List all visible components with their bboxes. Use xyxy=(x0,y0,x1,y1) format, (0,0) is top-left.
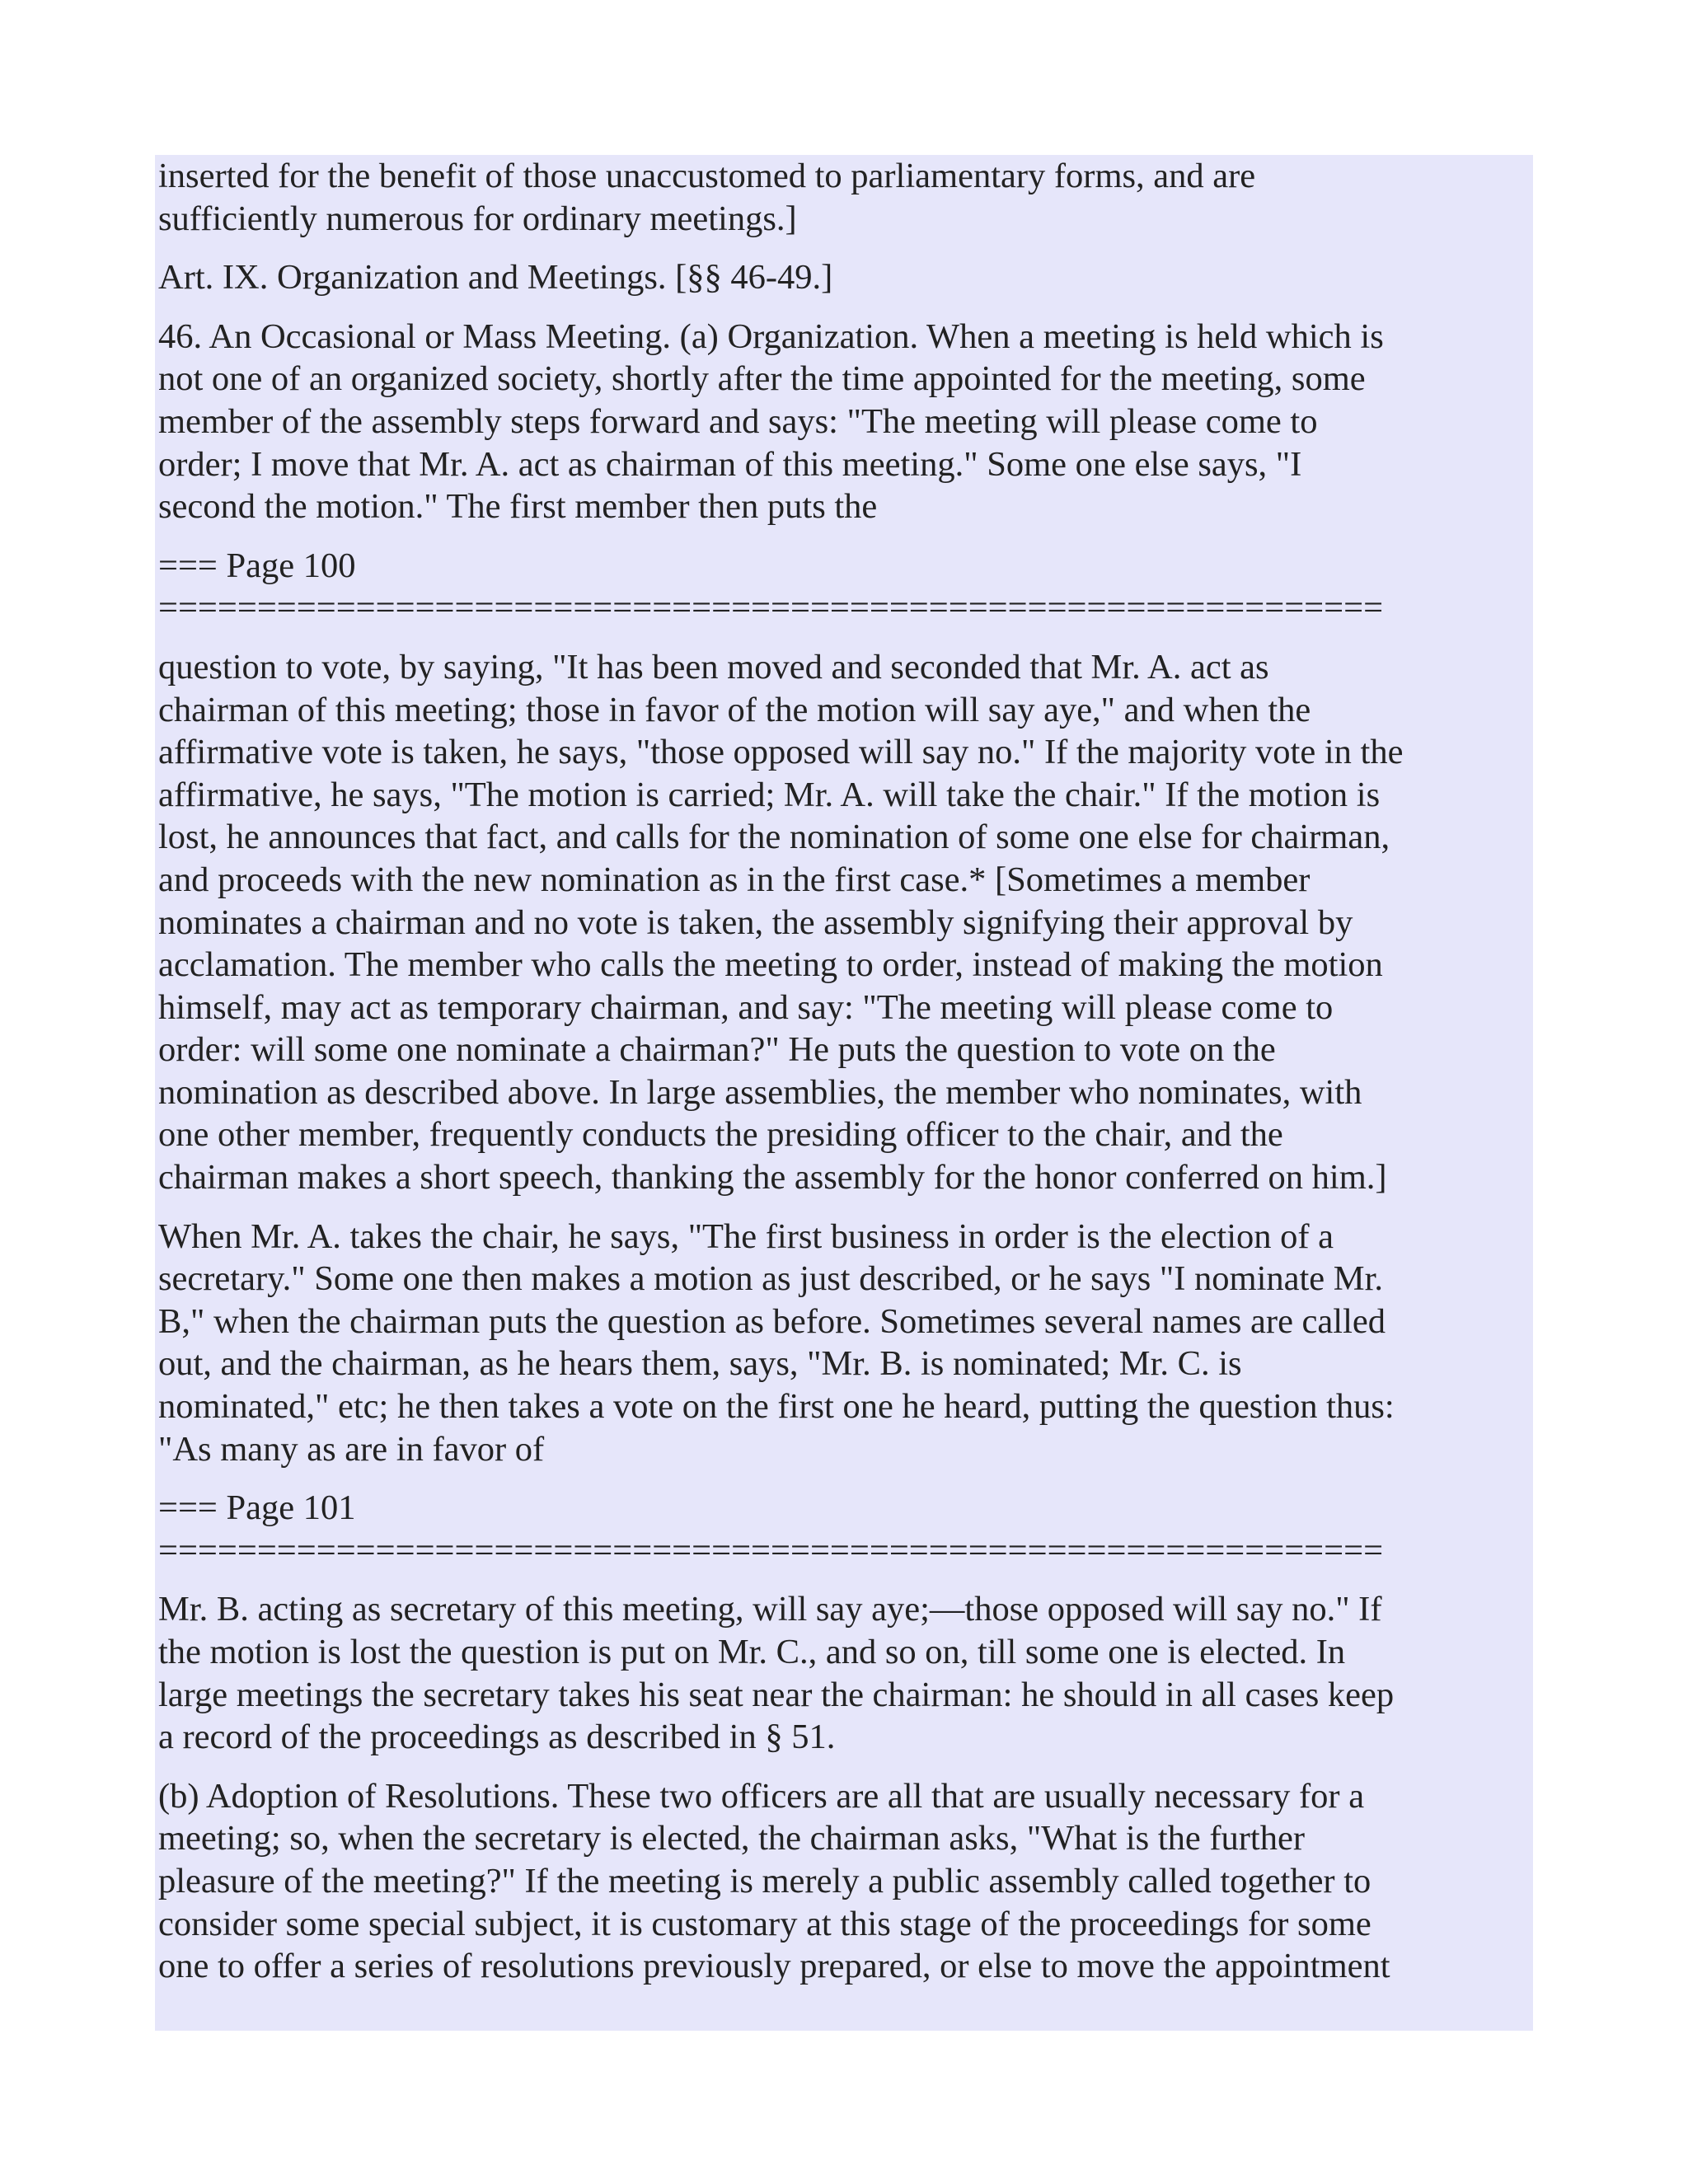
paragraph: 46. An Occasional or Mass Meeting. (a) Organization. When a meeting is held which is not one of an organized society, shortly after the time appointed for the meeting, some member of the assembly steps forward and says: "The meeting will please come to order; I move that Mr. A. act as chairman of this meeting." Some one else says, "I second the motion." The first member then puts the xyxy=(158,316,1384,527)
article-heading: Art. IX. Organization and Meetings. [§§ 46-49.] xyxy=(158,258,833,298)
paragraph: inserted for the benefit of those unaccustomed to parliamentary forms, and are sufficiently numerous for ordinary meetings.] xyxy=(158,157,1256,238)
paragraph: When Mr. A. takes the chair, he says, "The first business in order is the election of a secretary." Some one then makes a motion as just described, or he says "I nominate Mr. B," when the chairman puts the question as before. Sometimes several names are called out, and the chairman, as he hears them, says, "Mr. B. is nominated; Mr. C. is nominated," etc; he then takes a vote on the first one he heard, putting the question thus: "As many as are in favor of xyxy=(158,1216,1395,1469)
paragraph: question to vote, by saying, "It has been moved and seconded that Mr. A. act as chairman of this meeting; those in favor of the motion will say aye," and when the affirmative vote is taken, he says, "those opposed will say no." If the majority vote in the affirmative, he says, "The motion is carried; Mr. A. will take the chair." If the motion is lost, he announces that fact, and calls for the nomination of some one else for chairman, and proceeds with the new nomination as in the first case.* [Sometimes a member nominates a chairman and no vote is taken, the assembly signifying their approval by acclamation. The member who calls the meeting to order, instead of making the motion himself, may act as temporary chairman, and say: "The meeting will please come to order: will some one nominate a chairman?" He puts the question to vote on the nomination as described above. In large assemblies, the member who nominates, with one other member, frequently conducts the presiding officer to the chair, and the chairman makes a short speech, thanking the assembly for the honor conferred on him.] xyxy=(158,647,1404,1197)
paragraph: Mr. B. acting as secretary of this meeting, will say aye;—those opposed will say no." If the motion is lost the question is put on Mr. C., and so on, till some one is elected. In large meetings the secretary takes his seat near the chairman: he should in all cases keep a record of the proceedings as described in § 51. xyxy=(158,1590,1395,1757)
page-label: === Page 100 xyxy=(158,546,356,585)
page-separator-rule: ============================================================== xyxy=(158,1530,1384,1570)
paragraph: (b) Adoption of Resolutions. These two officers are all that are usually necessary for a meeting; so, when the secretary is elected, the chairman asks, "What is the further pleasure of the meeting?" If the meeting is merely a public assembly called together to consider some special subject, it is customary at this stage of the proceedings for some one to offer a series of resolutions previously prepared, or else to move the appointment xyxy=(158,1776,1390,1986)
document-text-block xyxy=(155,155,1533,2031)
page-separator-rule: ============================================================== xyxy=(158,588,1384,628)
page-label: === Page 101 xyxy=(158,1488,356,1528)
page-marker-100 xyxy=(158,545,1533,630)
page-marker-101 xyxy=(158,1487,1533,1572)
